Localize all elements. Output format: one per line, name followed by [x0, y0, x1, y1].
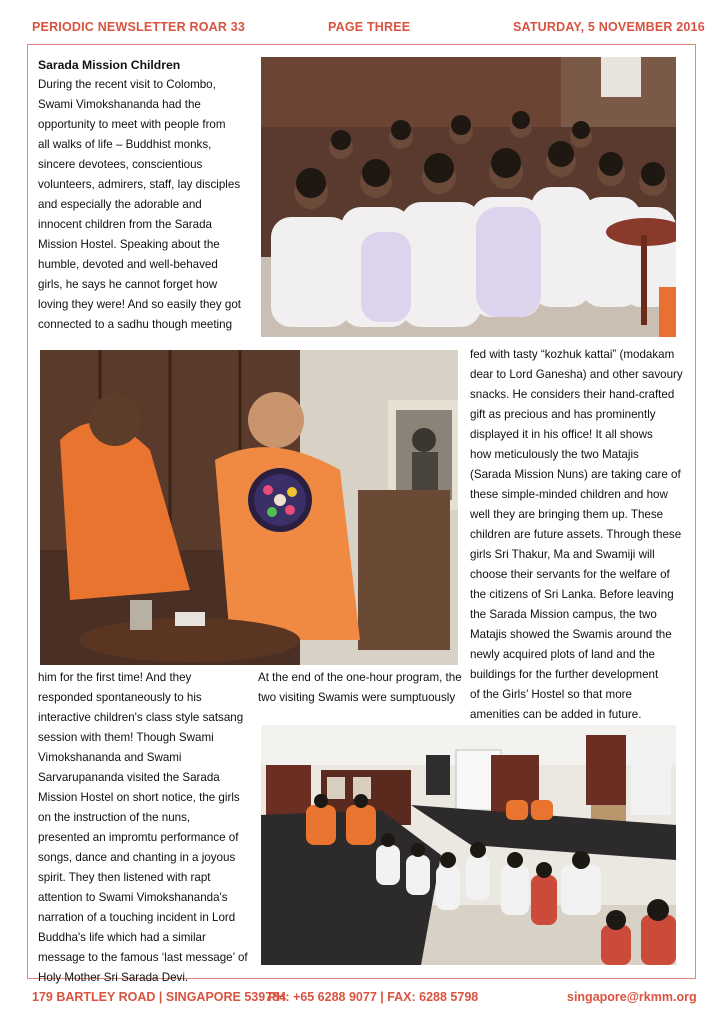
text-line: him for the first time! And they [38, 671, 192, 684]
text-line: newly acquired plots of land and the [470, 648, 655, 661]
footer-address: 179 BARTLEY ROAD | SINGAPORE 539784 [32, 990, 287, 1004]
text-line: songs, dance and chanting in a joyous [38, 851, 236, 864]
text-line: how meticulously the two Matajis [470, 448, 639, 461]
text-line: girls, he says he cannot forget how [38, 278, 218, 291]
footer-phone-fax: PH: +65 6288 9077 | FAX: 6288 5798 [268, 990, 479, 1004]
text-line: and especially the adorable and [38, 198, 202, 211]
text-line: the citizens of Sri Lanka. Before leaving [470, 588, 674, 601]
text-line: responded spontaneously to his [38, 691, 202, 704]
article-title: Sarada Mission Children [38, 58, 181, 72]
text-line: sincere devotees, conscientious [38, 158, 203, 171]
text-line: amenities can be added in future. [470, 708, 642, 721]
text-line: dear to Lord Ganesha) and other savoury [470, 368, 683, 381]
article-col1-top [38, 55, 253, 335]
text-line: the Sarada Mission campus, the two [470, 608, 657, 621]
text-line: session with them! Though Swami [38, 731, 214, 744]
text-line: interactive children's class style satsang [38, 711, 244, 724]
text-line: message to the famous ‘last message’ of [38, 951, 248, 964]
text-line: innocent children from the Sarada [38, 218, 213, 231]
newsletter-title: PERIODIC NEWSLETTER ROAR 33 [32, 20, 246, 34]
text-line: well they are bringing them up. These [470, 508, 664, 521]
article-col2 [258, 668, 468, 708]
page-number: PAGE THREE [328, 20, 411, 34]
text-line: of the Girls’ Hostel so that more [470, 688, 632, 701]
text-line: buildings for the further development [470, 668, 659, 681]
text-line: two visiting Swamis were sumptuously [258, 691, 456, 704]
text-line: (Sarada Mission Nuns) are taking care of [470, 468, 681, 481]
text-line: snacks. He considers their hand-crafted [470, 388, 675, 401]
text-line: fed with tasty “kozhuk kattai” (modakam [470, 348, 675, 361]
text-line: gift as precious and has prominently [470, 408, 656, 421]
text-line: Vimokshananda and Swami [38, 751, 182, 764]
text-line: narration of a touching incident in Lord [38, 911, 236, 924]
text-line: Mission Hostel. Speaking about the [38, 238, 220, 251]
text-line: Buddha's life which had a similar [38, 931, 206, 944]
text-line: During the recent visit to Colombo, [38, 78, 216, 91]
text-line: choose their servants for the welfare of [470, 568, 670, 581]
text-line: volunteers, admirers, staff, lay disciples [38, 178, 241, 191]
text-line: At the end of the one-hour program, the [258, 671, 462, 684]
text-line: connected to a sadhu though meeting [38, 318, 233, 331]
text-line: loving they were! And so easily they got [38, 298, 242, 311]
text-line: opportunity to meet with people from [38, 118, 226, 131]
text-line: these simple-minded children and how [470, 488, 668, 501]
text-line: girls Sri Thakur, Ma and Swamiji will [470, 548, 655, 561]
photo-swamis-with-gift [40, 350, 458, 665]
text-line: attention to Swami Vimokshananda's [38, 891, 228, 904]
text-line: all walks of life – Buddhist monks, [38, 138, 212, 151]
text-line: displayed it in his office! It all shows [470, 428, 653, 441]
text-line: humble, devoted and well-behaved [38, 258, 218, 271]
article-col1-bottom [38, 668, 253, 988]
text-line: on the instruction of the nuns, [38, 811, 191, 824]
text-line: spirit. They then listened with rapt [38, 871, 211, 884]
text-line: Holy Mother Sri Sarada Devi. [38, 971, 189, 984]
text-line: Mission Hostel on short notice, the girls [38, 791, 240, 804]
text-line: Matajis showed the Swamis around the [470, 628, 672, 641]
text-line: Swami Vimokshananda had the [38, 98, 201, 111]
text-line: children are future assets. Through these [470, 528, 682, 541]
footer-email[interactable]: singapore@rkmm.org [567, 990, 697, 1004]
article-col3 [470, 345, 690, 725]
text-line: Sarvarupananda visited the Sarada [38, 771, 220, 784]
issue-date: SATURDAY, 5 NOVEMBER 2016 [513, 20, 705, 34]
text-line: presented an impromtu performance of [38, 831, 239, 844]
photo-hall-program [261, 725, 676, 965]
photo-hostel-girls [261, 57, 676, 337]
